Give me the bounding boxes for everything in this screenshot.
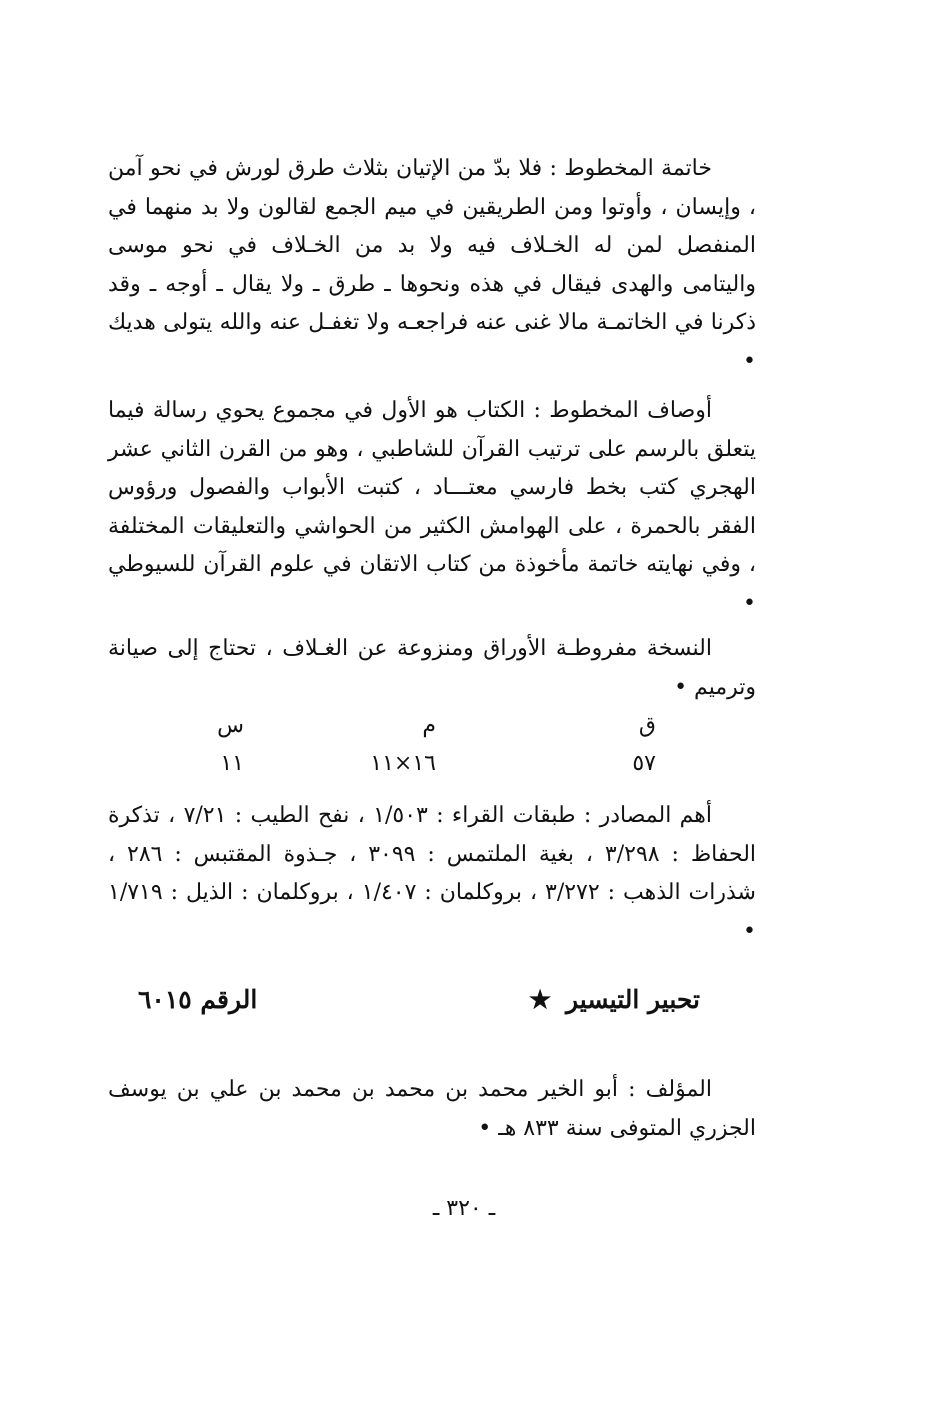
copy-condition-paragraph: النسخة مفروطـة الأوراق ومنزوعة عن الغـلاف ، تحتاج إلى صيانة وترميم • [108,636,756,700]
label-size: م [422,713,436,738]
page-body [108,150,756,1148]
value-size: ١٦×١١ [370,751,436,776]
value-sheets: ٥٧ [632,751,656,776]
metadata-table-values [108,751,756,789]
page-number: ـ ٣٢٠ ـ [432,1196,496,1221]
entry-title [529,985,700,1014]
label-sheets: ق [638,713,656,738]
manuscript-ending-paragraph: خاتمة المخطوط : فلا بدّ من الإتيان بثلاث طرق لورش في نحو آمن ، وإيسان ، وأوتوا ومن الطريقين في ميم الجمع لقالون ولا بد منهما في المنفصل لمن له الخـلاف فيه ولا بد من الخـلاف في نحو موسى واليتامى والهدى فيقال في هذه ونحوها ـ طرق ـ ولا يقال ـ أوجه ـ وقد ذكرنا في الخاتمـة مالا غنى عنه فراجعـه ولا تغفـل عنه والله يتولى هديك • [108,156,756,374]
label-lines: س [217,713,244,738]
star-icon: ★ [528,985,552,1014]
manuscript-description-paragraph: أوصاف المخطوط : الكتاب هو الأول في مجموع يحوي رسالة فيما يتعلق بالرسم على ترتيب القرآن للشاطبي ، وهو من القرن الثاني عشر الهجري كتب بخط فارسي معتـــاد ، كتبت الأبواب والفصول ورؤوس الفقر بالحمرة ، على الهوامش الكثير من الحواشي والتعليقات المختلفة ، وفي نهايته خاتمة مأخوذة من كتاب الاتقان في علوم القرآن للسيوطي • [108,398,756,616]
entry-header [108,985,756,1035]
sources-paragraph: أهم المصادر : طبقات القراء : ١/٥٠٣ ، نفح الطيب : ٧/٢١ ، تذكرة الحفاظ : ٣/٢٩٨ ، بغية الملتمس : ٣٠٩٩ ، جـذوة المقتبس : ٢٨٦ ، شذرات الذهب : ٣/٢٧٢ ، بروكلمان : ١/٤٠٧ ، بروكلمان : الذيل : ١/٧١٩ • [108,803,757,944]
entry-title-text: تحبير التيسير [566,985,700,1014]
value-lines: ١١ [220,751,244,776]
metadata-table-labels [108,713,756,751]
author-paragraph: المؤلف : أبو الخير محمد بن محمد بن محمد بن علي بن يوسف الجزري المتوفى سنة ٨٣٣ هـ • [108,1077,756,1141]
entry-number: الرقم ٦٠١٥ [138,985,258,1014]
